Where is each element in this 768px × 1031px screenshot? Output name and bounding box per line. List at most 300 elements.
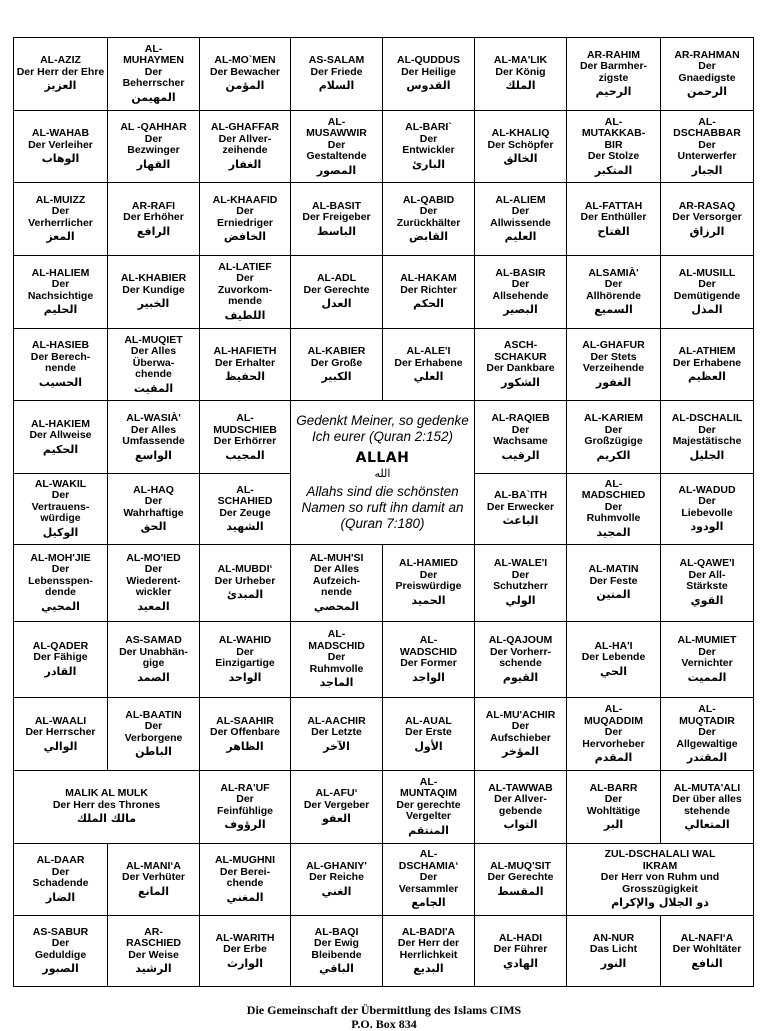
name-transliteration: AL-ALIEM	[495, 193, 546, 206]
name-cell	[200, 328, 291, 401]
names-row	[14, 698, 754, 771]
name-transliteration: AL-WAHID	[218, 634, 272, 647]
name-transliteration: AL-	[604, 115, 623, 128]
name-transliteration: AR-RASAQ	[678, 199, 736, 212]
name-transliteration: AL-KARIEM	[584, 412, 643, 425]
name-translation-line: Der	[511, 205, 530, 218]
name-translation-line: Der	[604, 423, 623, 436]
name-transliteration: AL-MA'LIK	[493, 54, 548, 67]
name-translation-line: Der	[511, 423, 530, 436]
name-translation-line: MADSCHID	[308, 639, 365, 652]
name-arabic: الغني	[321, 884, 352, 898]
name-translation-line: Der	[144, 495, 163, 508]
name-arabic: المتكبر	[594, 163, 633, 177]
name-translation-line: SCHAHIED	[217, 495, 273, 508]
name-translation-line: Allgewaltige	[676, 737, 738, 750]
name-arabic: المقسط	[497, 884, 544, 898]
name-arabic: المعيد	[137, 599, 170, 613]
name-translation-line: Der Zeuge	[219, 506, 271, 519]
name-cell	[475, 110, 567, 183]
name-translation-line: Geduldige	[34, 948, 87, 961]
name-cell	[108, 698, 200, 771]
name-cell	[475, 698, 567, 771]
name-cell	[567, 183, 661, 256]
name-translation-line: Der	[327, 651, 346, 664]
name-transliteration: AR-	[144, 925, 163, 938]
name-translation-line: wickler	[135, 586, 172, 599]
name-translation-line: Der Erste	[405, 726, 452, 739]
name-transliteration: ASCH-	[503, 339, 538, 352]
name-translation-line: Gestaltende	[306, 150, 367, 163]
name-transliteration: AL-BAATIN	[125, 708, 182, 721]
name-translation-line: Der gerechte	[396, 798, 461, 811]
name-translation-line: Majestätische	[672, 435, 742, 448]
name-translation-line: Der Gerechte	[303, 283, 370, 296]
name-translation-line: DSCHAMIA‘	[398, 859, 459, 872]
name-arabic: القابض	[408, 230, 449, 244]
name-cell	[291, 843, 383, 916]
name-transliteration: AL-WADUD	[678, 483, 736, 496]
name-translation-line: MUNTAQIM	[400, 787, 457, 800]
name-translation-line: Liebevolle	[681, 506, 733, 519]
name-translation-line: nende	[321, 586, 352, 599]
name-translation-line: Der	[236, 205, 254, 218]
name-arabic: البارئ	[412, 157, 445, 171]
name-arabic: الغفار	[228, 157, 262, 171]
name-translation-line: Bleibende	[311, 948, 362, 961]
name-translation-line: Der All-	[688, 568, 726, 581]
name-translation-line: Allhörende	[586, 289, 641, 302]
name-transliteration: AL-TAWWAB	[488, 781, 553, 794]
name-arabic: المحيي	[41, 599, 80, 613]
name-transliteration: AL-MUBDI‘	[217, 563, 273, 576]
name-cell	[661, 183, 754, 256]
name-transliteration: AL-AZIZ	[40, 54, 81, 67]
name-translation-line: gige	[142, 657, 165, 670]
name-transliteration: AL-HAKIEM	[31, 417, 90, 430]
name-translation-line: Der Erhabene	[672, 356, 742, 369]
name-translation-line: Der Alles	[130, 345, 177, 358]
name-cell	[14, 843, 108, 916]
name-transliteration: AL-MUIZZ	[35, 193, 86, 206]
name-translation-line: Wiederent-	[126, 574, 181, 587]
name-transliteration: AL-MUQIET	[124, 333, 183, 346]
names-row	[14, 256, 754, 329]
name-translation-line: Der Erhabene	[394, 356, 463, 369]
name-translation-line: Der	[698, 138, 716, 151]
name-transliteration: AL-	[419, 775, 438, 788]
name-translation-line: Der Kundige	[122, 283, 185, 296]
name-cell	[108, 183, 200, 256]
name-translation-line: Einzigartige	[215, 657, 275, 670]
name-translation-line: Stärkste	[686, 580, 728, 593]
name-cell	[200, 474, 291, 545]
name-transliteration: AL-MUMIET	[677, 634, 737, 647]
name-arabic: الصمد	[137, 670, 170, 684]
name-translation-line: Hervorheber	[582, 737, 645, 750]
name-cell	[661, 256, 754, 329]
name-cell	[567, 544, 661, 621]
name-translation-line: Der	[51, 489, 70, 502]
name-cell	[475, 38, 567, 111]
name-translation-line: Überwa-	[132, 356, 175, 369]
name-cell	[291, 621, 383, 698]
name-arabic: الواجد	[412, 670, 445, 684]
name-cell	[661, 916, 754, 987]
name-arabic: الحي	[600, 664, 627, 678]
name-translation-line: Nachsichtige	[27, 289, 94, 302]
name-arabic: الملك	[505, 79, 536, 93]
name-translation-line: Vertrauens-	[31, 500, 90, 513]
footer-address: P.O. Box 834	[351, 1017, 417, 1031]
name-arabic: المعز	[46, 230, 75, 244]
name-translation-line: chende	[226, 877, 264, 890]
name-translation-line: Der	[144, 132, 163, 145]
name-cell	[108, 38, 200, 111]
name-translation-line: Der Weise	[128, 948, 179, 961]
name-translation-line: Der	[698, 495, 716, 508]
name-arabic: المحصي	[313, 599, 360, 613]
name-transliteration: AL-AACHIR	[307, 714, 366, 727]
name-translation-line: WADSCHID	[399, 645, 458, 658]
name-cell	[567, 256, 661, 329]
name-transliteration: AL-SAAHIR	[216, 714, 274, 727]
name-transliteration: AL-MANI‘A	[126, 859, 181, 872]
name-arabic: المقتدر	[686, 751, 728, 765]
name-translation-line: Der Berei-	[219, 865, 271, 878]
name-transliteration: AL-MU'ACHIR	[485, 708, 556, 721]
name-cell	[661, 770, 754, 843]
name-cell	[661, 474, 754, 545]
name-cell	[108, 328, 200, 401]
name-transliteration: AL-BADI'A	[401, 925, 456, 938]
name-transliteration: AL-	[698, 703, 716, 716]
name-translation-line: Der	[604, 793, 623, 805]
name-arabic: الغفور	[595, 375, 632, 389]
name-translation-line: Grosszügigkeit	[622, 882, 698, 895]
name-transliteration: AL-HASIEB	[31, 339, 90, 352]
name-transliteration: AL-ALE'I	[406, 345, 451, 358]
name-transliteration: AL-HALIEM	[31, 266, 90, 279]
name-translation-line: Der Allweise	[29, 429, 92, 442]
name-translation-line: Der Verhüter	[121, 871, 186, 884]
name-cell	[475, 621, 567, 698]
name-transliteration: AL-HADI	[498, 931, 543, 944]
name-cell	[475, 328, 567, 401]
name-arabic: الرحمن	[687, 85, 727, 99]
name-cell	[200, 621, 291, 698]
name-translation-line: Der Enthüller	[580, 211, 647, 224]
name-transliteration: AL-BARI`	[405, 121, 452, 134]
name-translation-line: Vernichter	[681, 657, 733, 670]
name-arabic: الأول	[414, 739, 443, 753]
name-arabic: الجامع	[411, 896, 446, 910]
name-translation-line: Der	[698, 423, 716, 436]
name-cell	[14, 544, 108, 621]
name-cell	[14, 698, 108, 771]
name-arabic: الرؤوف	[224, 818, 266, 831]
name-arabic: الباعث	[502, 514, 539, 528]
name-translation-line: Verzeihende	[582, 362, 645, 375]
name-cell	[291, 916, 383, 987]
name-arabic: الفتاح	[597, 224, 630, 238]
name-cell	[14, 916, 108, 987]
name-arabic: السلام	[318, 79, 355, 93]
name-transliteration: AR-RAHIM	[586, 48, 641, 61]
name-transliteration: AL-MATIN	[588, 563, 639, 576]
name-transliteration: AL-BASIT	[312, 199, 361, 212]
name-transliteration: AL-	[698, 115, 716, 128]
name-arabic: الشكور	[501, 375, 540, 389]
name-translation-line: Der Feste	[589, 574, 638, 587]
name-cell	[383, 328, 475, 401]
name-arabic: المؤمن	[225, 79, 265, 93]
name-cell	[14, 401, 108, 474]
name-transliteration: AL-MUGHNI	[214, 854, 276, 867]
name-arabic: الوكيل	[42, 525, 79, 539]
name-translation-line: Der	[419, 132, 438, 145]
name-arabic: النور	[600, 956, 627, 970]
name-translation-line: Der Stets	[590, 350, 637, 363]
allah-center-cell	[291, 401, 475, 544]
quote-bottom: Allahs sind die schönsten Namen so ruft ihn damit an (Quran 7:180)	[301, 484, 464, 532]
name-transliteration: AL-ATHIEM	[678, 345, 736, 358]
name-arabic: الوهاب	[41, 152, 80, 166]
name-cell	[108, 110, 200, 183]
names-row	[14, 916, 754, 987]
name-transliteration: AL-WAALI	[34, 714, 87, 727]
name-cell	[200, 183, 291, 256]
name-translation-line: Der Ewig	[314, 937, 359, 950]
name-cell	[108, 916, 200, 987]
name-cell	[475, 770, 567, 843]
name-arabic: القدوس	[406, 79, 451, 93]
name-translation-line: Aufzeich-	[312, 574, 361, 587]
name-transliteration: AL-GHAFUR	[582, 339, 645, 352]
name-arabic: العزيز	[44, 79, 77, 93]
names-row	[14, 183, 754, 256]
name-translation-line: stehende	[683, 804, 731, 817]
name-translation-line: SCHAKUR	[494, 350, 547, 363]
name-translation-line: MUTAKKAB-	[581, 127, 646, 140]
name-cell	[567, 474, 661, 545]
name-arabic: الماجد	[319, 676, 354, 690]
name-translation-line: Der Erwecker	[486, 500, 555, 513]
name-arabic: الواسع	[135, 448, 172, 462]
name-arabic: المغني	[226, 890, 264, 904]
name-translation-line: Der Wohltäter	[672, 943, 742, 956]
name-translation-line: Der Unabhän-	[119, 645, 188, 658]
name-transliteration: AL-KABIER	[307, 345, 366, 358]
name-cell	[14, 38, 108, 111]
name-translation-line: schende	[499, 657, 542, 670]
name-arabic: الرزاق	[689, 224, 725, 238]
name-translation-line: MUSAWWIR	[306, 127, 367, 140]
name-transliteration: AL-	[327, 115, 346, 128]
names-grid	[13, 37, 754, 987]
name-translation-line: Erniedriger	[216, 216, 274, 229]
name-transliteration: AL-RA'UF	[220, 781, 270, 794]
name-cell	[475, 401, 567, 474]
name-arabic: المجيب	[225, 448, 265, 462]
name-arabic: البصير	[503, 303, 538, 317]
name-cell	[108, 621, 200, 698]
name-translation-line: Der Alles	[130, 423, 177, 436]
name-translation-line: Feinfühlige	[217, 804, 273, 817]
name-translation-line: Der	[698, 60, 716, 73]
name-translation-line: Der Herr von Ruhm und	[600, 871, 720, 884]
name-cell	[475, 256, 567, 329]
name-translation-line: Der Heilige	[401, 65, 456, 78]
name-transliteration: AL-HAKAM	[400, 272, 457, 285]
name-transliteration: ZUL-DSCHALALI WAL	[604, 848, 716, 861]
name-translation-line: Zuvorkom-	[217, 283, 273, 296]
name-arabic: مالك الملك	[76, 812, 137, 826]
name-transliteration: AL-MO`MEN	[214, 54, 276, 67]
name-translation-line: Der	[51, 937, 70, 950]
name-transliteration: AL-	[236, 412, 254, 425]
name-translation-line: Der Erhalter	[214, 356, 276, 369]
name-translation-line: Verborgene	[124, 731, 183, 744]
name-cell	[200, 916, 291, 987]
name-translation-line: Der Stolze	[587, 150, 640, 163]
name-translation-line: Der Friede	[310, 65, 363, 78]
name-translation-line: Ruhmvolle	[309, 662, 364, 675]
name-transliteration: AR-RAFI	[131, 199, 176, 212]
names-row	[14, 843, 754, 916]
name-arabic: الباسط	[316, 224, 357, 238]
name-arabic: البديع	[413, 962, 444, 976]
name-translation-line: Der	[698, 278, 716, 291]
name-arabic: الشهيد	[226, 520, 264, 534]
name-transliteration: AL-	[327, 628, 346, 641]
name-translation-line: Der	[51, 865, 70, 878]
name-cell	[475, 544, 567, 621]
name-cell	[291, 544, 383, 621]
name-cell	[291, 38, 383, 111]
name-transliteration: AL-WALE'I	[493, 557, 548, 570]
name-arabic: المنتقم	[408, 823, 449, 837]
name-translation-line: Der	[144, 563, 163, 576]
name-translation-line: Der Herr der Ehre	[16, 65, 105, 78]
name-translation-line: Der Fähige	[33, 651, 88, 664]
name-translation-line: Der Berech-	[30, 350, 91, 363]
name-arabic: الودود	[690, 520, 724, 534]
name-translation-line: mende	[228, 295, 262, 308]
name-translation-line: Der Erhöher	[123, 211, 184, 224]
names-row	[14, 621, 754, 698]
name-arabic: الرافع	[136, 224, 171, 238]
name-translation-line: Der Urheber	[214, 574, 276, 587]
name-translation-line: Der über alles	[672, 793, 742, 805]
name-translation-line: Herrlichkeit	[399, 948, 458, 961]
name-translation-line: Demütigende	[673, 289, 741, 302]
name-translation-line: Der	[144, 720, 163, 733]
name-arabic: الحليم	[43, 303, 78, 317]
names-row	[14, 770, 754, 843]
name-cell	[200, 38, 291, 111]
name-transliteration: AL-BAQI	[314, 925, 359, 938]
name-cell	[14, 110, 108, 183]
name-translation-line: MUDSCHIEB	[213, 423, 277, 436]
name-arabic: الهادي	[502, 956, 539, 970]
name-arabic: الخالق	[503, 152, 538, 166]
name-transliteration: AL-MUQ'SIT	[490, 859, 551, 872]
name-cell	[567, 843, 754, 916]
name-arabic: المقيت	[133, 381, 174, 395]
name-arabic: المجيد	[596, 525, 631, 539]
name-translation-line: Der Lebende	[581, 651, 646, 664]
name-cell	[108, 843, 200, 916]
quote-top: Gedenkt Meiner, so gedenke Ich eurer (Quran 2:152)	[296, 413, 469, 445]
name-transliteration: AS-SAMAD	[125, 634, 182, 647]
name-translation-line: Der Schöpfer	[487, 138, 554, 151]
name-cell	[108, 256, 200, 329]
name-translation-line: dende	[45, 586, 76, 599]
name-transliteration: AL-MUSILL	[678, 266, 736, 279]
name-cell	[14, 183, 108, 256]
name-arabic: الحسيب	[38, 375, 83, 389]
publisher-footer	[0, 1003, 768, 1031]
name-translation-line: Bezwinger	[127, 144, 180, 157]
name-arabic: الجليل	[689, 448, 725, 462]
name-translation-line: Der Richter	[400, 283, 457, 296]
name-cell	[475, 183, 567, 256]
name-translation-line: Der	[511, 568, 530, 581]
name-arabic: الكريم	[596, 448, 631, 462]
name-arabic: القوي	[690, 593, 724, 607]
name-translation-line: Der	[144, 65, 163, 78]
name-arabic: الباقي	[319, 962, 354, 976]
name-transliteration: MALIK AL MULK	[65, 787, 148, 800]
name-translation-line: DSCHABBAR	[673, 127, 741, 140]
name-translation-line: RASCHIED	[126, 937, 181, 950]
name-transliteration: AL-HA'I	[594, 639, 633, 652]
name-cell	[200, 110, 291, 183]
names-row	[14, 328, 754, 401]
name-cell	[291, 110, 383, 183]
name-arabic: المقدم	[594, 751, 633, 765]
name-transliteration: ALSAMIÀ'	[588, 266, 639, 279]
name-arabic: الحق	[140, 520, 167, 534]
name-translation-line: Schutzherr	[493, 580, 548, 593]
name-arabic: العدل	[321, 297, 352, 311]
name-translation-line: MUHAYMEN	[123, 54, 184, 67]
name-arabic: المميت	[687, 670, 727, 684]
name-cell	[567, 770, 661, 843]
name-cell	[383, 38, 475, 111]
name-translation-line: Der Erhörrer	[213, 435, 277, 448]
name-translation-line: Der	[419, 568, 438, 581]
name-transliteration: AL-KHALIQ	[491, 127, 550, 140]
name-arabic: الباطن	[135, 745, 172, 759]
name-cell	[14, 328, 108, 401]
name-cell	[661, 110, 754, 183]
name-translation-line: Der Bewacher	[209, 65, 281, 78]
name-cell	[200, 401, 291, 474]
name-translation-line: Der Dankbare	[486, 362, 555, 375]
name-cell	[200, 843, 291, 916]
name-arabic: المهيمن	[131, 90, 176, 104]
name-translation-line: Der	[511, 278, 530, 291]
name-cell	[475, 843, 567, 916]
name-translation-line: Vergelter	[406, 810, 451, 823]
name-transliteration: AL-BASIR	[495, 266, 546, 279]
name-cell	[567, 916, 661, 987]
name-cell	[291, 183, 383, 256]
name-transliteration: AL-	[236, 483, 254, 496]
name-cell	[567, 38, 661, 111]
